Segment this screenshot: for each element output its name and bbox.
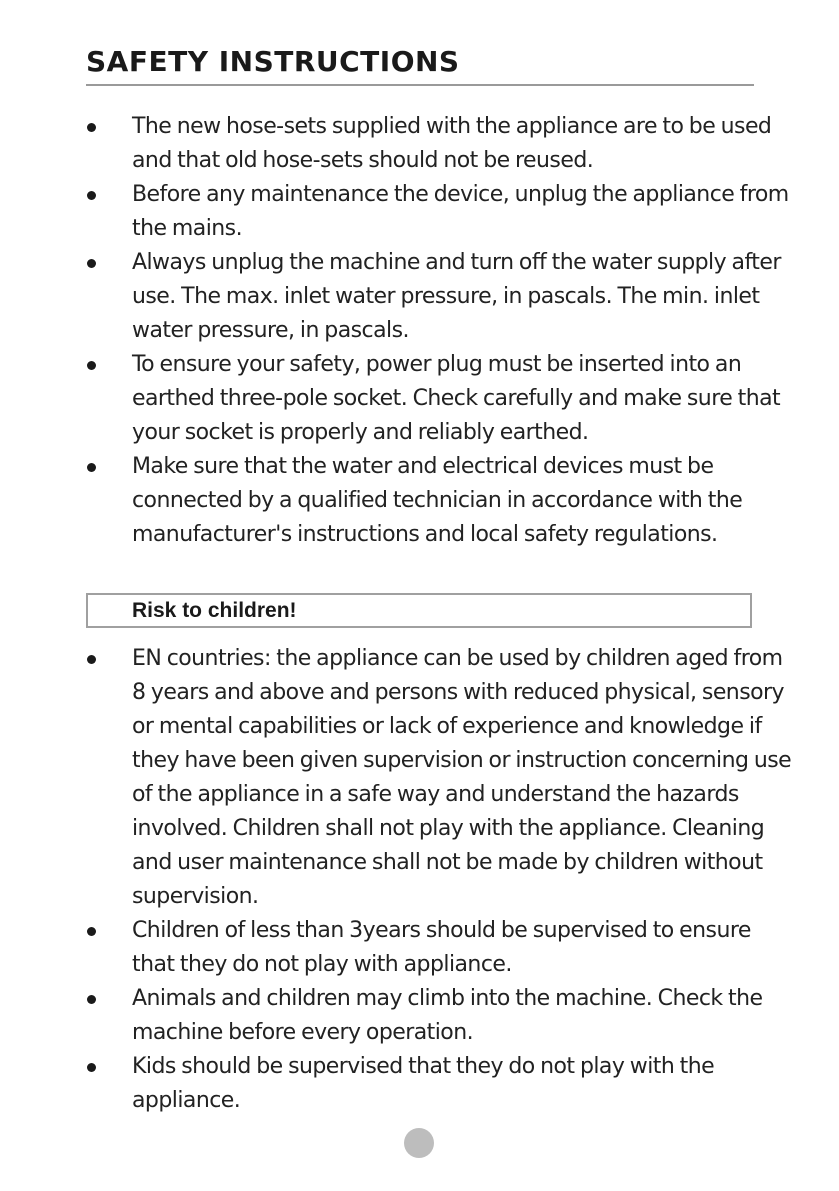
list-item-text: The new hose-sets supplied with the appliance are to be used and that old hose-sets should not be reused. (132, 114, 772, 173)
page-number-marker (404, 1128, 434, 1158)
title-divider (86, 84, 754, 86)
bullet-icon (87, 927, 96, 936)
general-safety-list (0, 110, 792, 552)
list-item-text: To ensure your safety, power plug must be inserted into an earthed three-pole socket. Check carefully and make sure that your socket is properly and reliably earthed. (132, 352, 781, 445)
bullet-icon (87, 259, 96, 268)
bullet-icon (87, 995, 96, 1004)
list-item-text: Make sure that the water and electrical devices must be connected by a qualified technician in accordance with the manufacturer's instructions and local safety regulations. (132, 454, 743, 547)
list-item-text: Always unplug the machine and turn off the water supply after use. The max. inlet water pressure, in pascals. The min. inlet water pressure, in pascals. (132, 250, 781, 343)
list-item-text: Animals and children may climb into the machine. Check the machine before every operation. (132, 986, 763, 1045)
list-item (0, 914, 792, 982)
bullet-icon (87, 361, 96, 370)
list-item-text: Before any maintenance the device, unplug the appliance from the mains. (132, 182, 789, 241)
children-safety-list (0, 642, 792, 1118)
bullet-icon (87, 191, 96, 200)
list-item (0, 982, 792, 1050)
list-item (0, 110, 792, 178)
list-item (0, 178, 792, 246)
bullet-icon (87, 1063, 96, 1072)
list-item (0, 348, 792, 450)
bullet-icon (87, 655, 96, 664)
risk-to-children-box (86, 593, 752, 628)
bullet-icon (87, 123, 96, 132)
risk-to-children-heading: Risk to children! (132, 599, 297, 622)
list-item-text: Children of less than 3years should be supervised to ensure that they do not play with appliance. (132, 918, 751, 977)
list-item-text: EN countries: the appliance can be used by children aged from 8 years and above and persons with reduced physical, sensory or mental capabilities or lack of experience and knowledge if they have been given supervision or instruction concerning use of the appliance in a safe way and understand the hazards involved. Children shall not play with the appliance. Cleaning and user maintenance shall not be made by children without supervision. (132, 646, 792, 909)
list-item (0, 1050, 792, 1118)
bullet-icon (87, 463, 96, 472)
list-item-text: Kids should be supervised that they do not play with the appliance. (132, 1054, 715, 1113)
list-item (0, 642, 792, 914)
page-title: SAFETY INSTRUCTIONS (86, 45, 460, 78)
list-item (0, 246, 792, 348)
list-item (0, 450, 792, 552)
